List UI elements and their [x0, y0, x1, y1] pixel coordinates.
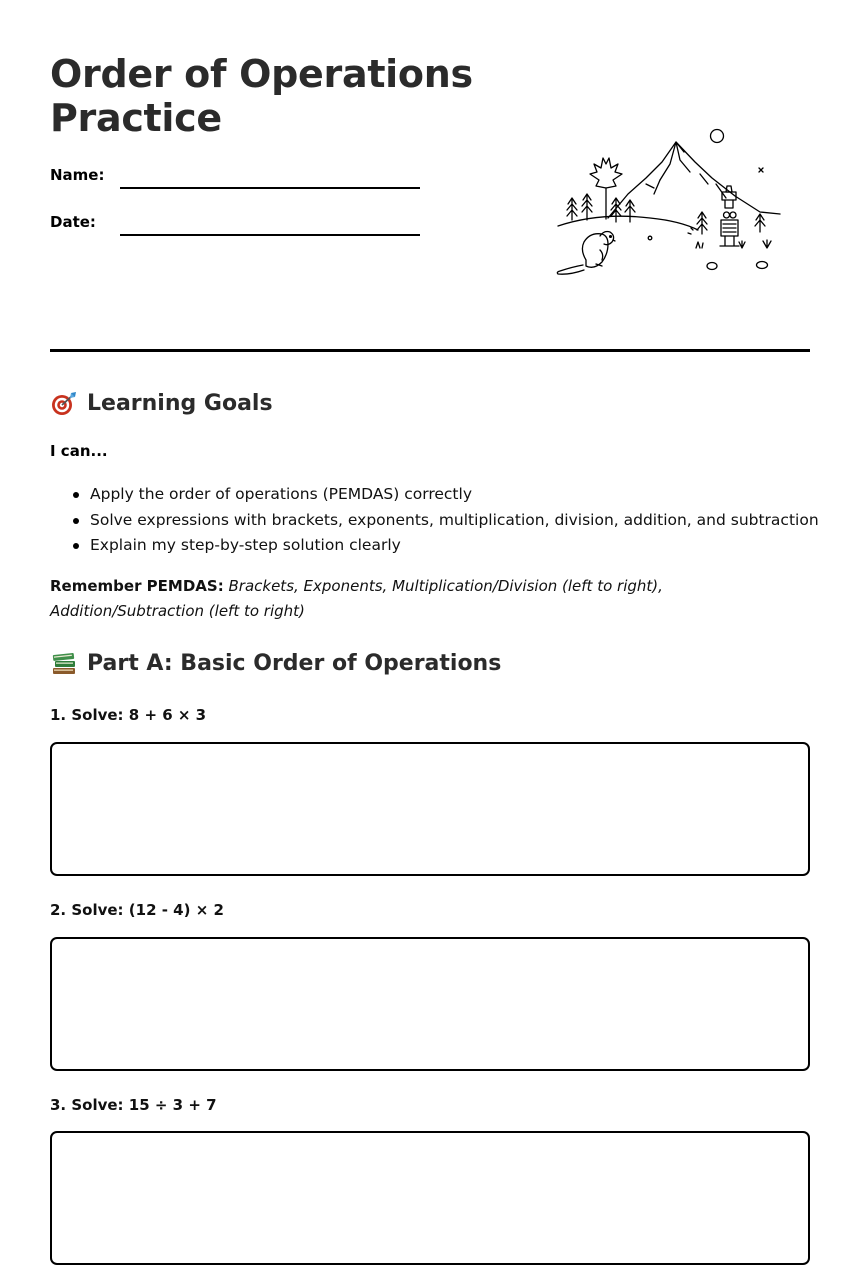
answer-box-2[interactable] — [50, 937, 810, 1071]
books-icon — [50, 650, 78, 676]
section-divider — [50, 349, 810, 352]
part-a-heading — [50, 650, 501, 676]
answer-box-3[interactable] — [50, 1131, 810, 1265]
name-field[interactable] — [120, 187, 420, 189]
pemdas-label: Remember PEMDAS: — [50, 577, 224, 595]
question-1-label: 1. Solve: 8 + 6 × 3 — [50, 706, 207, 724]
target-icon — [50, 390, 78, 416]
learning-goals-heading — [50, 390, 273, 416]
list-item: Solve expressions with brackets, exponents, multiplication, division, addition, and subtraction — [90, 508, 819, 534]
part-a-title: Part A: Basic Order of Operations — [87, 650, 502, 676]
pemdas-text: Brackets, Exponents, Multiplication/Division (left to right), Addition/Subtraction (left to right) — [50, 577, 663, 620]
list-item: Explain my step-by-step solution clearly — [90, 533, 819, 559]
question-3-label: 3. Solve: 15 ÷ 3 + 7 — [50, 1096, 217, 1114]
question-2-label: 2. Solve: (12 - 4) × 2 — [50, 901, 224, 919]
worksheet-title: Order of Operations Practice — [50, 52, 473, 140]
i-can-label: I can... — [50, 442, 108, 460]
learning-goals-list — [50, 482, 819, 559]
name-label: Name: — [50, 166, 105, 184]
date-field[interactable] — [120, 234, 420, 236]
canada-landscape-icon — [550, 122, 790, 282]
pemdas-reminder — [50, 574, 820, 624]
learning-goals-title: Learning Goals — [87, 390, 273, 416]
answer-box-1[interactable] — [50, 742, 810, 876]
list-item: Apply the order of operations (PEMDAS) correctly — [90, 482, 819, 508]
date-label: Date: — [50, 213, 96, 231]
